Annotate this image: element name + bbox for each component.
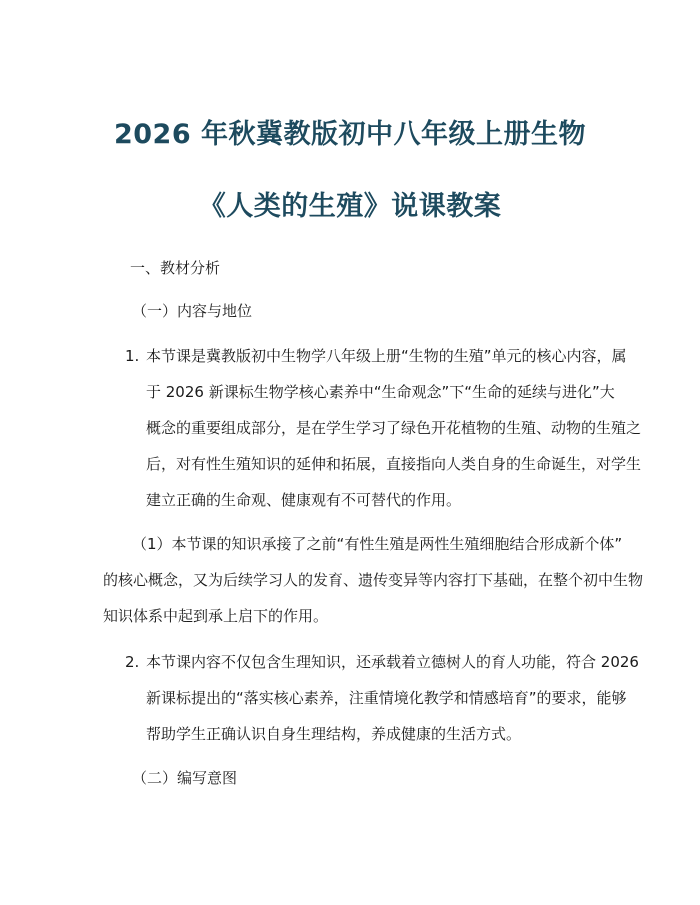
list-item-2-line-3: 帮助学生正确认识自身生理结构，养成健康的生活方式。 bbox=[146, 725, 522, 743]
document-title-line-2: 《人类的生殖》说课教案 bbox=[198, 191, 502, 222]
subsection-heading-writing-intent: （二）编写意图 bbox=[132, 769, 238, 787]
list-item-2-line-2: 新课标提出的“落实核心素养，注重情境化教学和情感培育”的要求，能够 bbox=[146, 689, 627, 707]
paragraph-1-line-2: 的核心概念，又为后续学习人的发育、遗传变异等内容打下基础，在整个初中生物 bbox=[103, 571, 644, 589]
list-item-1-line-4: 后，对有性生殖知识的延伸和拓展，直接指向人类自身的生命诞生，对学生 bbox=[146, 455, 642, 473]
paragraph-1-line-3: 知识体系中起到承上启下的作用。 bbox=[103, 607, 329, 625]
list-item-number-1: 1. bbox=[125, 347, 140, 365]
section-heading-textbook-analysis: 一、教材分析 bbox=[130, 259, 221, 277]
paragraph-1-line-1: （1）本节课的知识承接了之前“有性生殖是两性生殖细胞结合形成新个体” bbox=[132, 535, 623, 553]
list-item-number-2: 2. bbox=[125, 653, 140, 671]
list-item-1-line-5: 建立正确的生命观、健康观有不可替代的作用。 bbox=[146, 491, 462, 509]
subsection-heading-content-position: （一）内容与地位 bbox=[132, 302, 253, 320]
document-title-line-1: 2026 年秋冀教版初中八年级上册生物 bbox=[113, 119, 587, 150]
list-item-2-line-1: 本节课内容不仅包含生理知识，还承载着立德树人的育人功能，符合 2026 bbox=[146, 653, 639, 671]
list-item-1-line-1: 本节课是冀教版初中生物学八年级上册“生物的生殖”单元的核心内容，属 bbox=[146, 347, 627, 365]
list-item-1-line-2: 于 2026 新课标生物学核心素养中“生命观念”下“生命的延续与进化”大 bbox=[146, 383, 615, 401]
list-item-1-line-3: 概念的重要组成部分，是在学生学习了绿色开花植物的生殖、动物的生殖之 bbox=[146, 419, 642, 437]
